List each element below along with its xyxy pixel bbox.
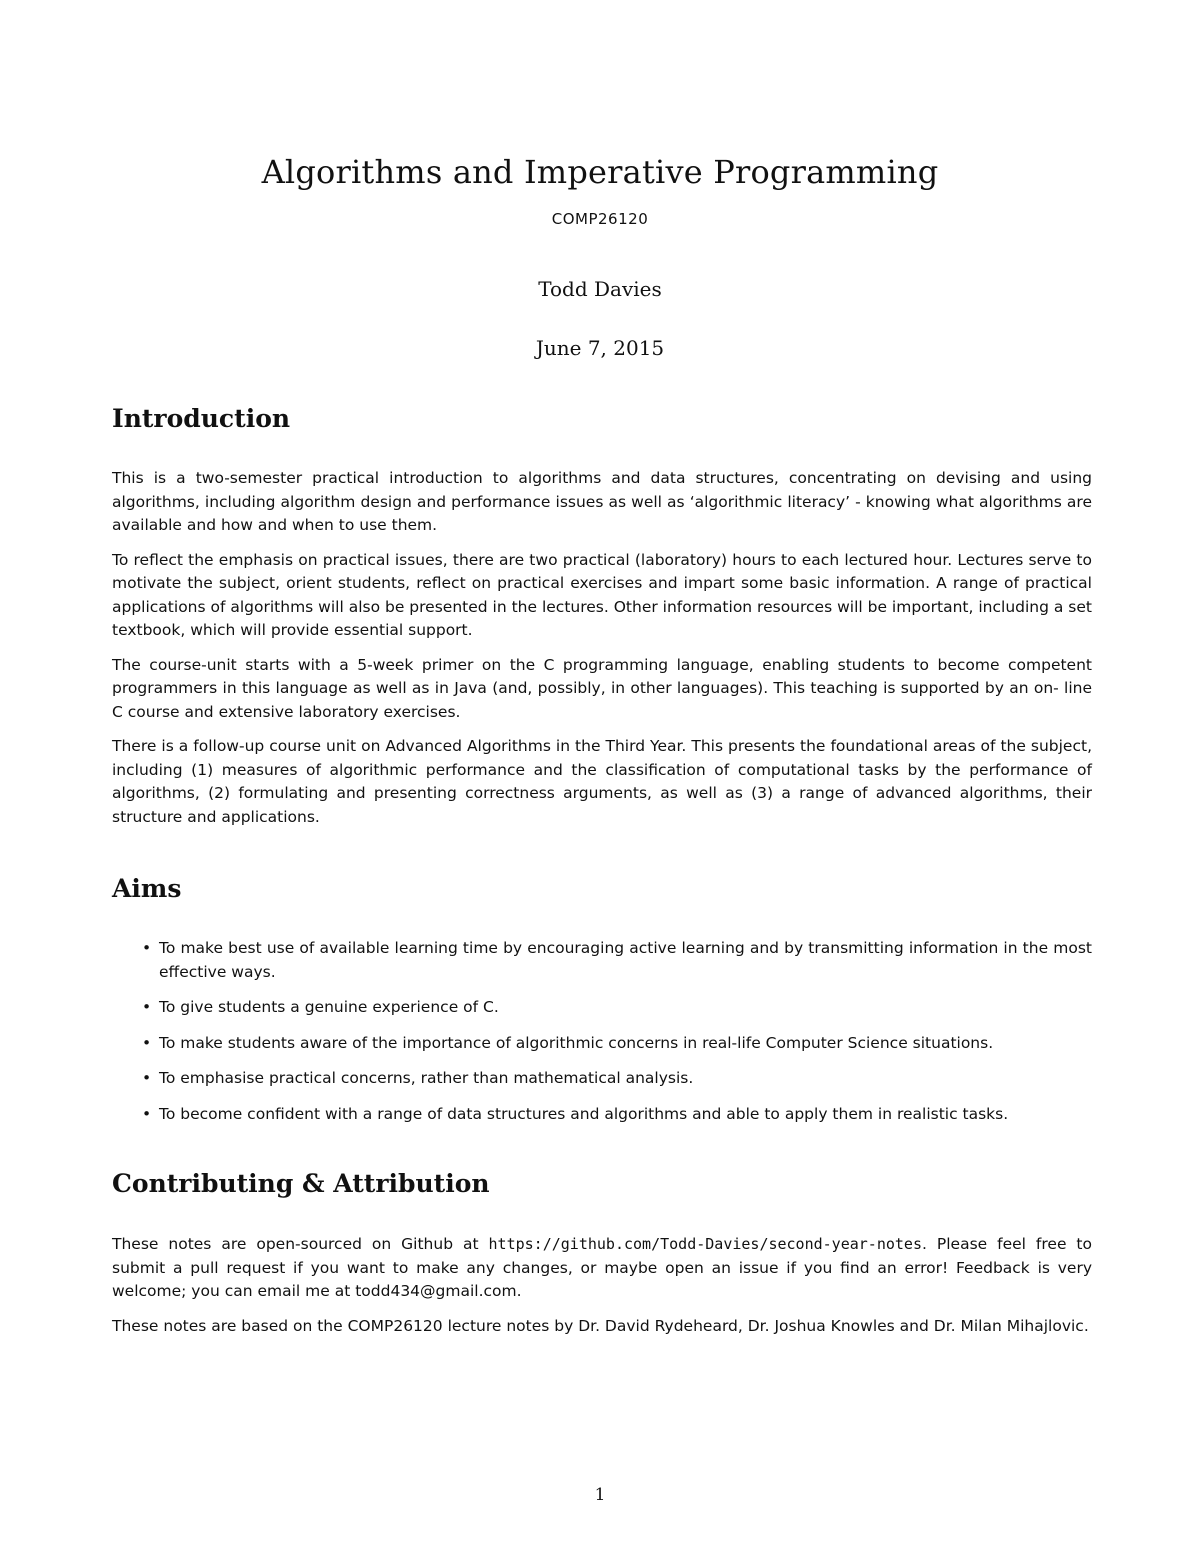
bullet-icon: • <box>142 998 152 1016</box>
introduction-heading: Introduction <box>112 404 291 433</box>
bullet-icon: • <box>142 1069 152 1087</box>
aims-list-item <box>112 996 1092 1020</box>
aims-item-text: To become confident with a range of data structures and algorithms and able to apply them in realistic tasks. <box>159 1104 1009 1123</box>
course-code: COMP26120 <box>551 210 649 228</box>
contributing-paragraph <box>112 1233 1092 1304</box>
document-title: Algorithms and Imperative Programming <box>261 153 939 191</box>
bullet-icon: • <box>142 939 152 957</box>
contributing-body <box>112 1233 1092 1349</box>
document-date: June 7, 2015 <box>535 336 665 360</box>
introduction-paragraph: There is a follow-up course unit on Advanced Algorithms in the Third Year. This presents the foundational areas of the subject, including (1) measures of algorithmic performance and the classification of computational tasks by the performance of algorithms, (2) formulating and presenting correctness arguments, as well as (3) a range of advanced algorithms, their structure and applications. <box>112 737 1092 826</box>
introduction-paragraph: To reflect the emphasis on practical issues, there are two practical (laboratory) hours to each lectured hour. Lectures serve to motivate the subject, orient students, reflect on practical exercises and impart some basic information. A range of practical applications of algorithms will also be presented in the lectures. Other information resources will be important, including a set textbook, which will provide essential support. <box>112 550 1092 639</box>
page-number: 1 <box>594 1485 606 1505</box>
contributing-text-suffix: . Please feel free to submit a pull request if you want to make any changes, or maybe open an issue if you find an error! Feedback is very welcome; you can email me at todd434@gmail.com. <box>112 1235 1092 1300</box>
github-url-link[interactable]: https://github.com/Todd-Davies/second-year-notes <box>488 1235 922 1253</box>
bullet-icon: • <box>142 1104 152 1123</box>
attribution-paragraph: These notes are based on the COMP26120 lecture notes by Dr. David Rydeheard, Dr. Joshua Knowles and Dr. Milan Mihajlovic. <box>112 1316 1089 1335</box>
aims-body <box>112 937 1092 1138</box>
aims-item-text: To give students a genuine experience of C. <box>159 998 499 1016</box>
introduction-body <box>112 467 1092 840</box>
contributing-text-prefix: These notes are open-sourced on Github at <box>112 1235 489 1253</box>
introduction-paragraph: The course-unit starts with a 5-week primer on the C programming language, enabling students to become competent programmers in this language as well as in Java (and, possibly, in other languages). This teaching is supported by an on- line C course and extensive laboratory exercises. <box>112 655 1092 721</box>
aims-item-text: To emphasise practical concerns, rather than mathematical analysis. <box>159 1069 694 1087</box>
aims-list-item <box>112 1032 1092 1056</box>
aims-item-text: To make students aware of the importance of algorithmic concerns in real-life Computer Science situations. <box>159 1033 994 1052</box>
aims-list-item <box>112 1103 1092 1127</box>
aims-list-item <box>112 1067 1092 1091</box>
aims-item-text: To make best use of available learning time by encouraging active learning and by transmitting information in the most effective ways. <box>159 939 1092 981</box>
bullet-icon: • <box>142 1033 152 1052</box>
contributing-heading: Contributing & Attribution <box>112 1169 490 1198</box>
introduction-paragraph: This is a two-semester practical introduction to algorithms and data structures, concentrating on devising and using algorithms, including algorithm design and performance issues as well as ‘algorithmic literacy’ - knowing what algorithms are available and how and when to use them. <box>112 469 1092 534</box>
author-name: Todd Davies <box>538 277 662 301</box>
aims-list <box>112 937 1092 1126</box>
aims-list-item <box>112 937 1092 984</box>
aims-heading: Aims <box>112 874 182 903</box>
